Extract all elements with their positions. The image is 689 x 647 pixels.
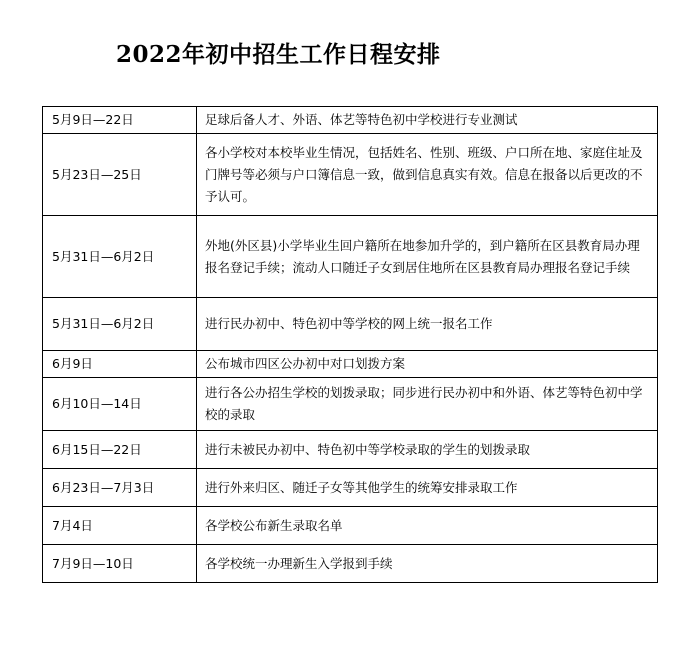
date-cell: 6月9日 — [43, 351, 197, 378]
task-cell: 各学校统一办理新生入学报到手续 — [197, 545, 658, 583]
date-cell: 5月23日—25日 — [43, 134, 197, 216]
date-cell: 5月31日—6月2日 — [43, 216, 197, 298]
schedule-table — [42, 106, 658, 583]
table-row — [43, 545, 658, 583]
date-cell: 7月4日 — [43, 507, 197, 545]
table-row — [43, 216, 658, 298]
task-cell: 进行外来归区、随迁子女等其他学生的统筹安排录取工作 — [197, 469, 658, 507]
table-row — [43, 298, 658, 351]
table-row — [43, 431, 658, 469]
task-cell: 外地(外区县)小学毕业生回户籍所在地参加升学的，到户籍所在区县教育局办理报名登记手续；流动人口随迁子女到居住地所在区县教育局办理报名登记手续 — [197, 216, 658, 298]
date-cell: 6月23日—7月3日 — [43, 469, 197, 507]
date-cell: 7月9日—10日 — [43, 545, 197, 583]
table-row — [43, 469, 658, 507]
page-title: 2022年初中招生工作日程安排 — [116, 41, 441, 68]
table-row — [43, 507, 658, 545]
task-cell: 进行各公办招生学校的划拨录取；同步进行民办初中和外语、体艺等特色初中学校的录取 — [197, 378, 658, 431]
task-cell: 进行未被民办初中、特色初中等学校录取的学生的划拨录取 — [197, 431, 658, 469]
table-row — [43, 107, 658, 134]
date-cell: 5月9日—22日 — [43, 107, 197, 134]
date-cell: 6月15日—22日 — [43, 431, 197, 469]
task-cell: 各学校公布新生录取名单 — [197, 507, 658, 545]
table-row — [43, 378, 658, 431]
date-cell: 5月31日—6月2日 — [43, 298, 197, 351]
task-cell: 进行民办初中、特色初中等学校的网上统一报名工作 — [197, 298, 658, 351]
date-cell: 6月10日—14日 — [43, 378, 197, 431]
table-row — [43, 134, 658, 216]
table-row — [43, 351, 658, 378]
task-cell: 公布城市四区公办初中对口划拨方案 — [197, 351, 658, 378]
task-cell: 足球后备人才、外语、体艺等特色初中学校进行专业测试 — [197, 107, 658, 134]
task-cell: 各小学校对本校毕业生情况，包括姓名、性别、班级、户口所在地、家庭住址及门牌号等必须与户口簿信息一致，做到信息真实有效。信息在报备以后更改的不予认可。 — [197, 134, 658, 216]
